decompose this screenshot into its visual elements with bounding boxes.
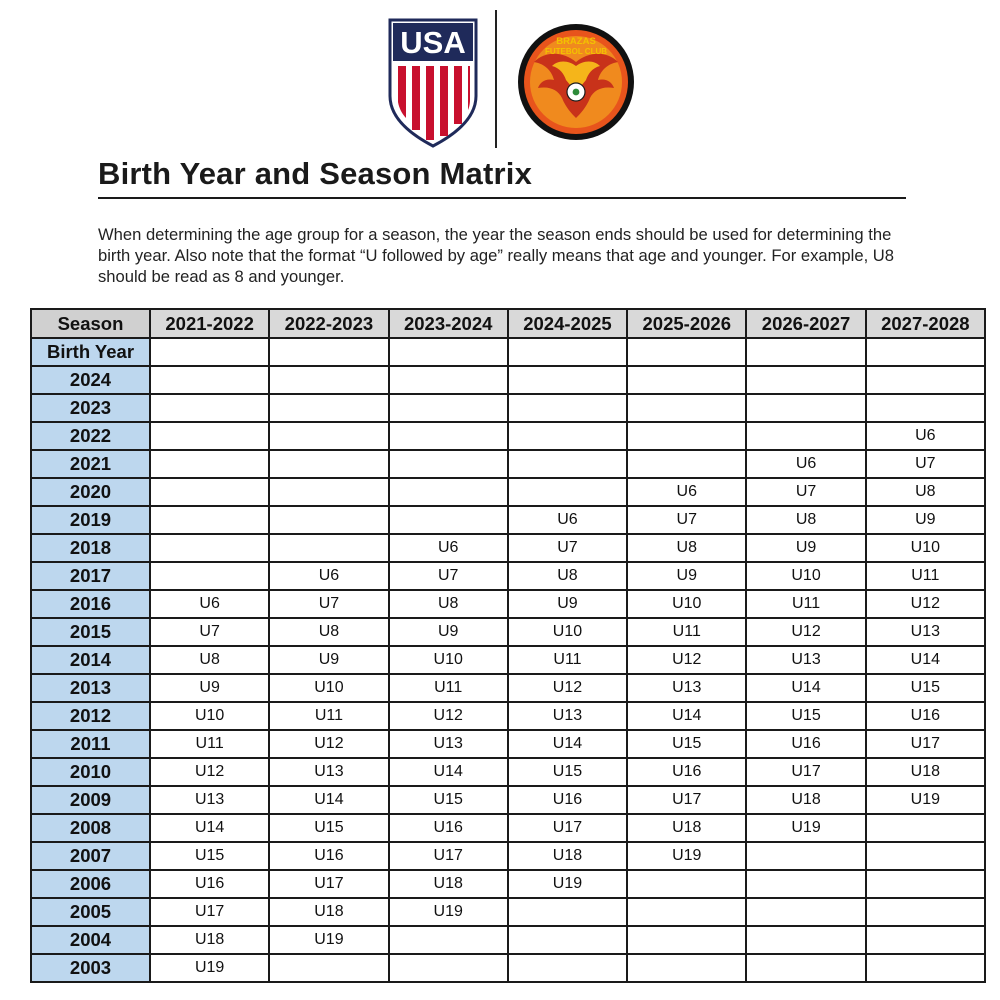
- age-group-cell: U18: [746, 786, 865, 814]
- age-group-cell: U7: [627, 506, 746, 534]
- age-group-cell: U12: [866, 590, 985, 618]
- table-row: [31, 394, 985, 422]
- age-group-cell: U13: [150, 786, 269, 814]
- birth-year-cell: 2011: [31, 730, 150, 758]
- usa-logo-text: USA: [400, 25, 466, 60]
- age-group-cell: U17: [746, 758, 865, 786]
- age-group-cell: U8: [627, 534, 746, 562]
- age-group-cell: U16: [150, 870, 269, 898]
- age-group-cell: [508, 954, 627, 982]
- age-group-cell: U14: [389, 758, 508, 786]
- age-group-cell: U15: [389, 786, 508, 814]
- table-row: [31, 758, 985, 786]
- empty-cell: [269, 338, 388, 366]
- birth-year-cell: 2010: [31, 758, 150, 786]
- age-group-cell: [746, 870, 865, 898]
- age-group-cell: U14: [269, 786, 388, 814]
- table-row: [31, 534, 985, 562]
- club-name-line2: FUTEBOL CLUB: [544, 47, 608, 56]
- age-group-cell: U17: [627, 786, 746, 814]
- age-group-cell: U8: [866, 478, 985, 506]
- age-group-cell: U15: [150, 842, 269, 870]
- age-group-cell: U13: [269, 758, 388, 786]
- age-group-cell: U16: [866, 702, 985, 730]
- birth-year-cell: 2013: [31, 674, 150, 702]
- age-group-cell: [627, 898, 746, 926]
- table-row: [31, 422, 985, 450]
- age-group-cell: U17: [389, 842, 508, 870]
- age-group-cell: U9: [269, 646, 388, 674]
- age-group-cell: U16: [746, 730, 865, 758]
- table-row: [31, 450, 985, 478]
- age-group-cell: [866, 366, 985, 394]
- age-group-cell: U14: [866, 646, 985, 674]
- empty-cell: [866, 338, 985, 366]
- season-header: 2025-2026: [627, 309, 746, 338]
- age-group-cell: [269, 394, 388, 422]
- age-group-cell: U9: [508, 590, 627, 618]
- age-group-cell: U12: [627, 646, 746, 674]
- us-soccer-crest-icon: [388, 18, 478, 148]
- birth-year-cell: 2007: [31, 842, 150, 870]
- age-group-cell: [508, 478, 627, 506]
- age-group-cell: U13: [627, 674, 746, 702]
- age-group-cell: U6: [389, 534, 508, 562]
- table-row: [31, 674, 985, 702]
- age-group-cell: U17: [269, 870, 388, 898]
- age-group-cell: U9: [627, 562, 746, 590]
- age-group-cell: U11: [150, 730, 269, 758]
- age-group-cell: [508, 450, 627, 478]
- age-group-cell: U16: [269, 842, 388, 870]
- age-group-cell: U18: [508, 842, 627, 870]
- age-group-cell: U10: [389, 646, 508, 674]
- table-row: [31, 870, 985, 898]
- age-group-cell: U12: [269, 730, 388, 758]
- age-group-cell: [150, 422, 269, 450]
- age-group-cell: [150, 366, 269, 394]
- empty-cell: [389, 338, 508, 366]
- age-group-cell: U13: [866, 618, 985, 646]
- age-group-cell: U12: [746, 618, 865, 646]
- table-row: [31, 730, 985, 758]
- birth-year-cell: 2024: [31, 366, 150, 394]
- age-group-cell: U8: [746, 506, 865, 534]
- age-group-cell: [389, 478, 508, 506]
- table-row: [31, 954, 985, 982]
- age-group-cell: U13: [389, 730, 508, 758]
- age-group-cell: [389, 422, 508, 450]
- age-group-cell: U8: [508, 562, 627, 590]
- age-group-cell: U15: [627, 730, 746, 758]
- age-group-cell: U12: [150, 758, 269, 786]
- birth-year-cell: 2016: [31, 590, 150, 618]
- age-group-cell: U6: [150, 590, 269, 618]
- age-group-cell: U19: [508, 870, 627, 898]
- age-group-cell: U10: [746, 562, 865, 590]
- age-group-cell: U8: [389, 590, 508, 618]
- age-group-cell: U16: [508, 786, 627, 814]
- age-group-cell: [866, 898, 985, 926]
- birth-year-cell: 2015: [31, 618, 150, 646]
- age-group-cell: [150, 450, 269, 478]
- age-group-cell: [627, 926, 746, 954]
- age-group-cell: U10: [150, 702, 269, 730]
- age-group-cell: U19: [866, 786, 985, 814]
- age-group-cell: [389, 366, 508, 394]
- age-group-cell: [746, 842, 865, 870]
- season-header: 2023-2024: [389, 309, 508, 338]
- table-row: [31, 786, 985, 814]
- age-group-cell: U7: [508, 534, 627, 562]
- age-group-cell: U10: [508, 618, 627, 646]
- age-group-cell: [150, 562, 269, 590]
- season-header: 2026-2027: [746, 309, 865, 338]
- age-group-cell: U10: [866, 534, 985, 562]
- birth-year-label: Birth Year: [31, 338, 150, 366]
- season-column-header: Season: [31, 309, 150, 338]
- table-row: [31, 562, 985, 590]
- age-group-cell: [269, 506, 388, 534]
- age-group-cell: U6: [627, 478, 746, 506]
- age-group-cell: [866, 926, 985, 954]
- age-group-cell: [389, 394, 508, 422]
- age-group-cell: U9: [746, 534, 865, 562]
- age-group-cell: [508, 926, 627, 954]
- age-group-cell: [150, 506, 269, 534]
- club-name-line1: BRAZAS: [556, 36, 596, 47]
- age-group-cell: U6: [746, 450, 865, 478]
- age-group-cell: U19: [150, 954, 269, 982]
- age-group-cell: U18: [269, 898, 388, 926]
- logo-header: [388, 10, 648, 150]
- age-group-cell: U15: [269, 814, 388, 842]
- age-group-cell: [746, 926, 865, 954]
- age-group-cell: U18: [150, 926, 269, 954]
- age-group-cell: [150, 534, 269, 562]
- birth-year-cell: 2003: [31, 954, 150, 982]
- birth-year-cell: 2020: [31, 478, 150, 506]
- age-group-cell: U14: [746, 674, 865, 702]
- age-group-cell: [746, 394, 865, 422]
- logo-divider: [495, 10, 497, 148]
- age-group-cell: [269, 954, 388, 982]
- age-group-cell: U15: [746, 702, 865, 730]
- table-row: [31, 366, 985, 394]
- age-group-cell: U11: [508, 646, 627, 674]
- age-group-cell: U13: [508, 702, 627, 730]
- age-group-cell: [508, 422, 627, 450]
- birth-year-cell: 2023: [31, 394, 150, 422]
- season-header: 2024-2025: [508, 309, 627, 338]
- birth-year-cell: 2019: [31, 506, 150, 534]
- us-soccer-crest-logo: [388, 18, 478, 148]
- age-group-cell: U18: [627, 814, 746, 842]
- age-group-cell: U7: [269, 590, 388, 618]
- birth-year-cell: 2006: [31, 870, 150, 898]
- age-group-cell: U7: [866, 450, 985, 478]
- age-group-cell: U19: [746, 814, 865, 842]
- table-row: [31, 478, 985, 506]
- age-group-cell: [389, 450, 508, 478]
- birth-year-cell: 2014: [31, 646, 150, 674]
- age-group-cell: [627, 870, 746, 898]
- age-group-cell: [269, 422, 388, 450]
- age-group-cell: U8: [150, 646, 269, 674]
- age-group-cell: U10: [269, 674, 388, 702]
- birth-year-label-row: [31, 338, 985, 366]
- age-group-cell: [508, 394, 627, 422]
- age-group-cell: U7: [746, 478, 865, 506]
- age-group-cell: [269, 478, 388, 506]
- age-group-cell: U6: [269, 562, 388, 590]
- birth-year-cell: 2017: [31, 562, 150, 590]
- age-group-cell: [508, 366, 627, 394]
- empty-cell: [150, 338, 269, 366]
- title-underline: [98, 197, 906, 199]
- age-group-cell: [746, 898, 865, 926]
- age-group-cell: [866, 954, 985, 982]
- table-row: [31, 926, 985, 954]
- table-row: [31, 702, 985, 730]
- age-group-cell: U14: [627, 702, 746, 730]
- season-header: 2027-2028: [866, 309, 985, 338]
- age-group-cell: U13: [746, 646, 865, 674]
- age-group-cell: [627, 422, 746, 450]
- intro-paragraph: When determining the age group for a season, the year the season ends should be used for determining the birth year. Also note that the format “U followed by age” really means that age and younger. For example, U8 should be read as 8 and younger.: [98, 225, 895, 286]
- empty-cell: [746, 338, 865, 366]
- birth-year-season-matrix: [30, 308, 986, 983]
- age-group-cell: [269, 450, 388, 478]
- age-group-cell: U14: [150, 814, 269, 842]
- age-group-cell: [389, 954, 508, 982]
- age-group-cell: U14: [508, 730, 627, 758]
- age-group-cell: U11: [269, 702, 388, 730]
- table-row: [31, 590, 985, 618]
- age-group-cell: U11: [746, 590, 865, 618]
- age-group-cell: [746, 366, 865, 394]
- age-group-cell: U11: [389, 674, 508, 702]
- season-header: 2021-2022: [150, 309, 269, 338]
- age-group-cell: [866, 394, 985, 422]
- birth-year-cell: 2004: [31, 926, 150, 954]
- age-group-cell: [269, 366, 388, 394]
- age-group-cell: U19: [269, 926, 388, 954]
- age-group-cell: U7: [389, 562, 508, 590]
- age-group-cell: U15: [508, 758, 627, 786]
- birth-year-cell: 2012: [31, 702, 150, 730]
- age-group-cell: U17: [508, 814, 627, 842]
- age-group-cell: U15: [866, 674, 985, 702]
- age-group-cell: [627, 954, 746, 982]
- age-group-cell: U12: [508, 674, 627, 702]
- age-group-cell: U11: [866, 562, 985, 590]
- birth-year-cell: 2018: [31, 534, 150, 562]
- age-group-cell: U9: [866, 506, 985, 534]
- age-group-cell: U11: [627, 618, 746, 646]
- age-group-cell: U9: [389, 618, 508, 646]
- table-row: [31, 814, 985, 842]
- season-header: 2022-2023: [269, 309, 388, 338]
- table-row: [31, 898, 985, 926]
- age-group-cell: U12: [389, 702, 508, 730]
- age-group-cell: [150, 394, 269, 422]
- age-group-cell: U8: [269, 618, 388, 646]
- page-title: Birth Year and Season Matrix: [98, 156, 533, 191]
- brazas-fc-logo: [516, 22, 636, 142]
- age-group-cell: U6: [508, 506, 627, 534]
- birth-year-cell: 2021: [31, 450, 150, 478]
- age-group-cell: U18: [866, 758, 985, 786]
- age-group-cell: [269, 534, 388, 562]
- age-group-cell: [508, 898, 627, 926]
- table-row: [31, 842, 985, 870]
- age-group-cell: [389, 926, 508, 954]
- age-group-cell: U9: [150, 674, 269, 702]
- age-group-cell: [627, 450, 746, 478]
- birth-year-cell: 2005: [31, 898, 150, 926]
- age-group-cell: [627, 366, 746, 394]
- age-group-cell: U17: [866, 730, 985, 758]
- table-row: [31, 646, 985, 674]
- age-group-cell: U7: [150, 618, 269, 646]
- age-group-cell: [389, 506, 508, 534]
- age-group-cell: U18: [389, 870, 508, 898]
- age-group-cell: U19: [627, 842, 746, 870]
- age-group-cell: U10: [627, 590, 746, 618]
- birth-year-cell: 2008: [31, 814, 150, 842]
- age-group-cell: U17: [150, 898, 269, 926]
- table-row: [31, 618, 985, 646]
- empty-cell: [508, 338, 627, 366]
- age-group-cell: [627, 394, 746, 422]
- age-group-cell: [746, 422, 865, 450]
- age-group-cell: [150, 478, 269, 506]
- table-row: [31, 506, 985, 534]
- age-group-cell: [866, 842, 985, 870]
- age-group-cell: U16: [627, 758, 746, 786]
- birth-year-cell: 2009: [31, 786, 150, 814]
- birth-year-cell: 2022: [31, 422, 150, 450]
- season-header-row: [31, 309, 985, 338]
- age-group-cell: U16: [389, 814, 508, 842]
- age-group-cell: [866, 814, 985, 842]
- empty-cell: [627, 338, 746, 366]
- age-group-cell: U19: [389, 898, 508, 926]
- age-group-cell: [866, 870, 985, 898]
- age-group-cell: U6: [866, 422, 985, 450]
- age-group-cell: [746, 954, 865, 982]
- phoenix-crest-icon: [516, 22, 636, 142]
